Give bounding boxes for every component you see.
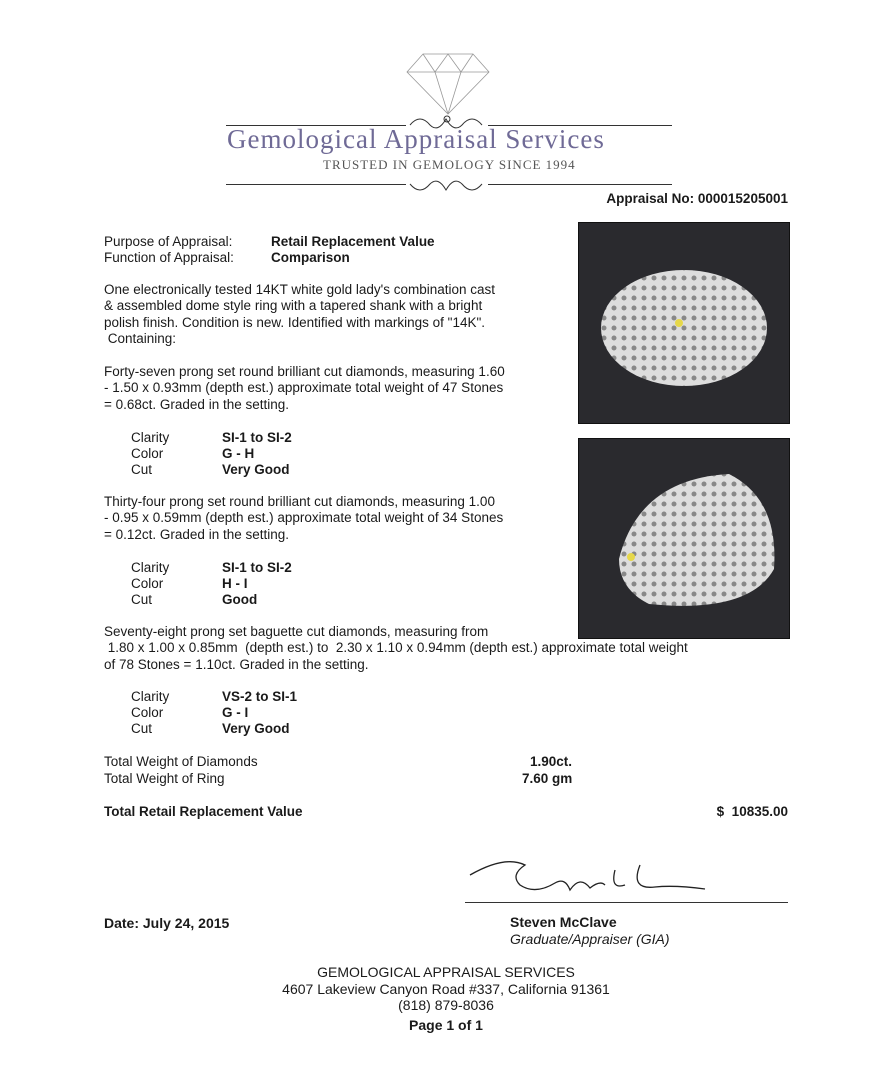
page-number: Page 1 of 1: [409, 1017, 483, 1033]
stone-specs: [131, 689, 331, 739]
stone-line: Seventy-eight prong set baguette cut diamonds, measuring from: [104, 624, 489, 639]
description-line: Containing:: [104, 330, 177, 346]
description-line: polish finish. Condition is new. Identified with markings of "14K".: [104, 314, 486, 330]
spec-label: Clarity: [131, 560, 170, 575]
ring-photo-side: [578, 438, 790, 639]
total-ring-weight-label: Total Weight of Ring: [104, 771, 225, 786]
stone-specs: [131, 560, 331, 610]
spec-value: H - I: [222, 576, 248, 591]
footer-address: 4607 Lakeview Canyon Road #337, California 91361: [282, 981, 610, 997]
total-retail-value-label: Total Retail Replacement Value: [104, 804, 303, 819]
total-retail-value: $ 10835.00: [716, 804, 788, 819]
spec-value: SI-1 to SI-2: [222, 430, 292, 445]
purpose-value: Retail Replacement Value: [271, 234, 435, 249]
stone-line: - 0.95 x 0.59mm (depth est.) approximate total weight of 34 Stones: [104, 510, 504, 526]
footer-company: GEMOLOGICAL APPRAISAL SERVICES: [317, 964, 575, 980]
spec-label: Color: [131, 576, 164, 591]
total-diamond-weight-value: 1.90ct.: [530, 754, 573, 769]
spec-value: G - I: [222, 705, 249, 720]
stone-line: Thirty-four prong set round brilliant cut diamonds, measuring 1.00: [104, 494, 495, 509]
spec-value: VS-2 to SI-1: [222, 689, 298, 704]
spec-value: Very Good: [222, 462, 290, 477]
stone-line: = 0.12ct. Graded in the setting.: [104, 526, 289, 542]
spec-label: Cut: [131, 462, 153, 477]
stone-line: - 1.50 x 0.93mm (depth est.) approximate total weight of 47 Stones: [104, 380, 504, 396]
stone-specs: [131, 430, 331, 480]
total-diamond-weight-label: Total Weight of Diamonds: [104, 754, 258, 769]
appraisal-number: Appraisal No: 000015205001: [606, 191, 788, 206]
function-value: Comparison: [271, 250, 350, 265]
spec-label: Clarity: [131, 689, 170, 704]
spec-value: SI-1 to SI-2: [222, 560, 292, 575]
ring-photo-top: [578, 222, 790, 424]
stone-line: 1.80 x 1.00 x 0.85mm (depth est.) to 2.30 x 1.10 x 0.94mm (depth est.) approximate total weight: [104, 640, 688, 656]
spec-label: Cut: [131, 721, 153, 736]
description-line: & assembled dome style ring with a tapered shank with a bright: [104, 298, 483, 314]
company-logo-title: Gemological Appraisal Services: [227, 124, 605, 154]
ring-description: [104, 282, 495, 347]
stone-line: of 78 Stones = 1.10ct. Graded in the setting.: [104, 656, 369, 672]
spec-value: G - H: [222, 446, 255, 461]
ornament-icon: [406, 174, 488, 196]
appraisal-date: Date: July 24, 2015: [104, 915, 230, 931]
spec-label: Color: [131, 446, 164, 461]
spec-value: Very Good: [222, 721, 290, 736]
spec-label: Cut: [131, 592, 153, 607]
company-tagline: TRUSTED IN GEMOLOGY SINCE 1994: [323, 157, 576, 172]
spec-label: Color: [131, 705, 164, 720]
total-ring-weight-value: 7.60 gm: [522, 771, 573, 786]
stone-line: = 0.68ct. Graded in the setting.: [104, 396, 289, 412]
spec-value: Good: [222, 592, 258, 607]
stone-line: Forty-seven prong set round brilliant cut diamonds, measuring 1.60: [104, 364, 505, 379]
signature-icon: [465, 855, 725, 905]
appraiser-title: Graduate/Appraiser (GIA): [510, 931, 670, 947]
function-label: Function of Appraisal:: [104, 250, 234, 265]
purpose-label: Purpose of Appraisal:: [104, 234, 233, 249]
stone-group-description: [104, 364, 505, 413]
spec-label: Clarity: [131, 430, 170, 445]
appraiser-name: Steven McClave: [510, 914, 617, 930]
footer-phone: (818) 879-8036: [398, 997, 494, 1013]
description-line: One electronically tested 14KT white gold lady's combination cast: [104, 282, 496, 297]
stone-group-description: [104, 494, 503, 543]
diamond-logo-icon: [405, 52, 491, 116]
